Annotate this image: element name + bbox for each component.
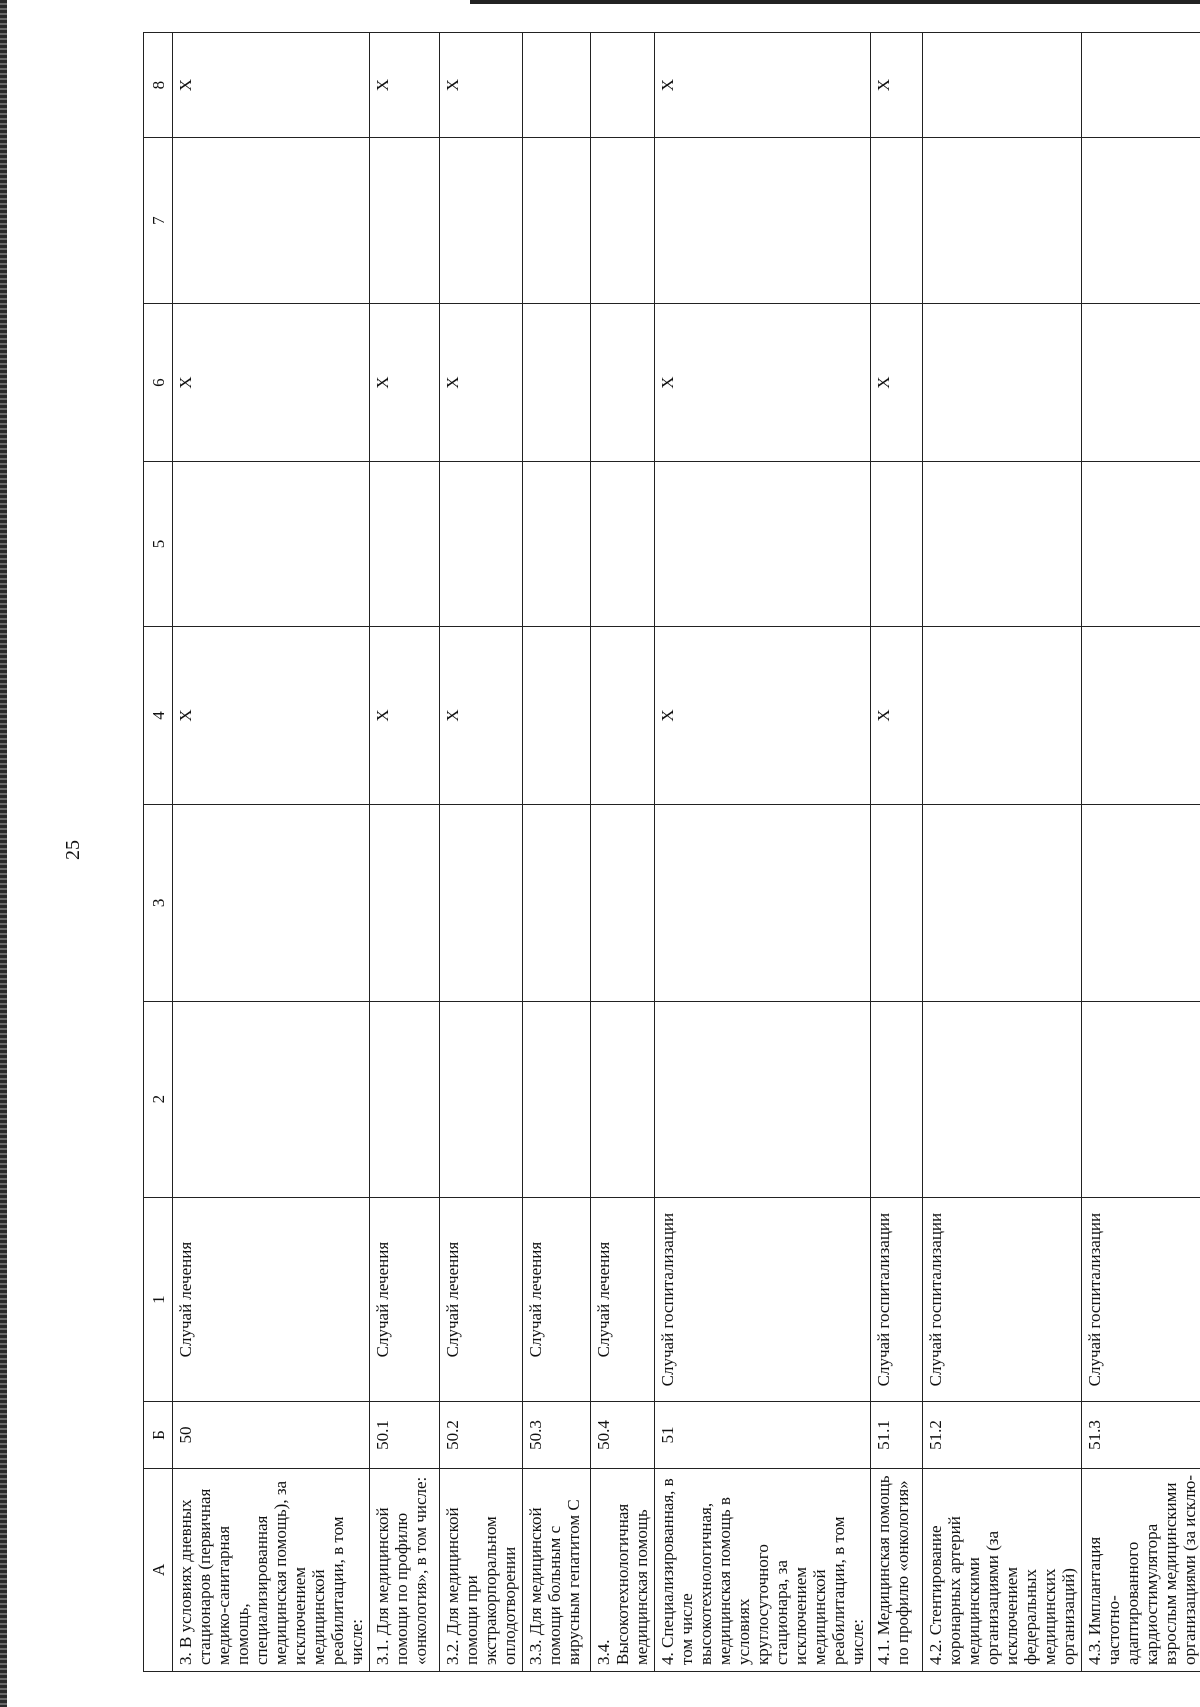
row-name-cell: 4. Специализированная, в том числе высокотехнологичная, медицинская помощь в условиях круглосуточного стационара, за исключением медицинской реабилитации, в том числе:: [655, 1468, 871, 1671]
row-col7-cell: [173, 138, 370, 304]
header-cell-2: 2: [144, 1001, 173, 1197]
row-code-cell: 50.3: [523, 1402, 591, 1468]
header-cell-5: 5: [144, 462, 173, 626]
header-cell-8: 8: [144, 33, 173, 138]
row-col3-cell: [523, 805, 591, 1001]
header-cell-6: 6: [144, 303, 173, 461]
row-unit-cell: Случай лечения: [173, 1197, 370, 1402]
row-unit-cell: Случай лечения: [440, 1197, 523, 1402]
row-col2-cell: [523, 1001, 591, 1197]
row-unit-cell: Случай госпитализации: [871, 1197, 923, 1402]
row-col6-cell: X: [440, 303, 523, 461]
row-col5-cell: [591, 462, 655, 626]
row-code-cell: 51.2: [923, 1402, 1082, 1468]
row-code-cell: 50: [173, 1402, 370, 1468]
row-col5-cell: [523, 462, 591, 626]
row-col6-cell: [523, 303, 591, 461]
row-col5-cell: [440, 462, 523, 626]
row-code-cell: 51.1: [871, 1402, 923, 1468]
header-cell-7: 7: [144, 138, 173, 304]
table-row: [370, 33, 440, 1672]
row-col3-cell: [1082, 805, 1200, 1001]
row-col7-cell: [871, 138, 923, 304]
row-col2-cell: [591, 1001, 655, 1197]
row-col4-cell: [1082, 626, 1200, 805]
scan-edge-top: [470, 0, 1200, 4]
row-code-cell: 51.3: [1082, 1402, 1200, 1468]
table-row: [871, 33, 923, 1672]
row-col6-cell: [923, 303, 1082, 461]
table-row: [1082, 33, 1200, 1672]
row-col7-cell: [440, 138, 523, 304]
row-col5-cell: [923, 462, 1082, 626]
header-cell-1: 1: [144, 1197, 173, 1402]
row-name-cell: 3.4. Высокотехнологичная медицинская помощь: [591, 1468, 655, 1671]
page-number: 25: [62, 840, 84, 860]
row-col5-cell: [370, 462, 440, 626]
row-col2-cell: [1082, 1001, 1200, 1197]
row-col7-cell: [591, 138, 655, 304]
row-unit-cell: Случай госпитализации: [923, 1197, 1082, 1402]
row-col4-cell: X: [655, 626, 871, 805]
row-col7-cell: [923, 138, 1082, 304]
row-col3-cell: [370, 805, 440, 1001]
row-col4-cell: [923, 626, 1082, 805]
row-col8-cell: X: [871, 33, 923, 138]
row-col4-cell: X: [871, 626, 923, 805]
row-col6-cell: X: [655, 303, 871, 461]
row-name-cell: 3.3. Для медицинской помощи больным с вирусным гепатитом С: [523, 1468, 591, 1671]
row-col2-cell: [173, 1001, 370, 1197]
row-col3-cell: [923, 805, 1082, 1001]
row-name-cell: 4.1. Медицинская помощь по профилю «онкология»: [871, 1468, 923, 1671]
row-unit-cell: Случай лечения: [523, 1197, 591, 1402]
row-col8-cell: [1082, 33, 1200, 138]
row-col8-cell: [523, 33, 591, 138]
row-name-cell: 4.2. Стентирование коронарных артерий медицинскими организациями (за исключением федеральных медицинских организаций): [923, 1468, 1082, 1671]
row-unit-cell: Случай лечения: [591, 1197, 655, 1402]
row-unit-cell: Случай госпитализации: [655, 1197, 871, 1402]
row-col2-cell: [655, 1001, 871, 1197]
row-col2-cell: [871, 1001, 923, 1197]
table-row: [440, 33, 523, 1672]
row-col2-cell: [923, 1001, 1082, 1197]
row-col6-cell: X: [370, 303, 440, 461]
row-name-cell: 3.2. Для медицинской помощи при экстракорпоральном оплодотворении: [440, 1468, 523, 1671]
data-table: [143, 32, 1200, 1672]
row-col4-cell: X: [370, 626, 440, 805]
table-row: [591, 33, 655, 1672]
row-col8-cell: X: [173, 33, 370, 138]
row-col7-cell: [370, 138, 440, 304]
table-row: [655, 33, 871, 1672]
row-col7-cell: [1082, 138, 1200, 304]
row-col4-cell: X: [440, 626, 523, 805]
header-cell-a: А: [144, 1468, 173, 1671]
row-col2-cell: [440, 1001, 523, 1197]
row-code-cell: 50.4: [591, 1402, 655, 1468]
row-name-cell: 4.3. Имплантация частотно-адаптированного кардиостимулятора взрослым медицинскими организациями (за исклю-: [1082, 1468, 1200, 1671]
row-col8-cell: [591, 33, 655, 138]
row-col6-cell: X: [871, 303, 923, 461]
row-unit-cell: Случай лечения: [370, 1197, 440, 1402]
row-col6-cell: [1082, 303, 1200, 461]
row-col3-cell: [440, 805, 523, 1001]
row-col8-cell: X: [440, 33, 523, 138]
scan-edge-left: [0, 0, 7, 1707]
row-col3-cell: [655, 805, 871, 1001]
row-col5-cell: [871, 462, 923, 626]
row-col6-cell: [591, 303, 655, 461]
row-col8-cell: [923, 33, 1082, 138]
row-name-cell: 3.1. Для медицинской помощи по профилю «онкология», в том числе:: [370, 1468, 440, 1671]
header-row: [144, 33, 173, 1672]
header-cell-b: Б: [144, 1402, 173, 1468]
row-col3-cell: [591, 805, 655, 1001]
row-col5-cell: [1082, 462, 1200, 626]
row-col8-cell: X: [370, 33, 440, 138]
rotated-table-container: [143, 32, 1200, 1672]
row-col3-cell: [871, 805, 923, 1001]
table-row: [923, 33, 1082, 1672]
row-name-cell: 3. В условиях дневных стационаров (первичная медико-санитарная помощь, специализированная медицинская помощь), за исключением медицинской реабилитации, в том числе:: [173, 1468, 370, 1671]
row-col8-cell: X: [655, 33, 871, 138]
header-cell-4: 4: [144, 626, 173, 805]
row-unit-cell: Случай госпитализации: [1082, 1197, 1200, 1402]
header-cell-3: 3: [144, 805, 173, 1001]
row-col4-cell: X: [173, 626, 370, 805]
row-col2-cell: [370, 1001, 440, 1197]
table-row: [523, 33, 591, 1672]
row-code-cell: 50.2: [440, 1402, 523, 1468]
row-col7-cell: [523, 138, 591, 304]
row-col3-cell: [173, 805, 370, 1001]
row-col4-cell: [591, 626, 655, 805]
row-col5-cell: [655, 462, 871, 626]
row-col6-cell: X: [173, 303, 370, 461]
row-col4-cell: [523, 626, 591, 805]
row-code-cell: 50.1: [370, 1402, 440, 1468]
row-col7-cell: [655, 138, 871, 304]
row-col5-cell: [173, 462, 370, 626]
table-row: [173, 33, 370, 1672]
row-code-cell: 51: [655, 1402, 871, 1468]
